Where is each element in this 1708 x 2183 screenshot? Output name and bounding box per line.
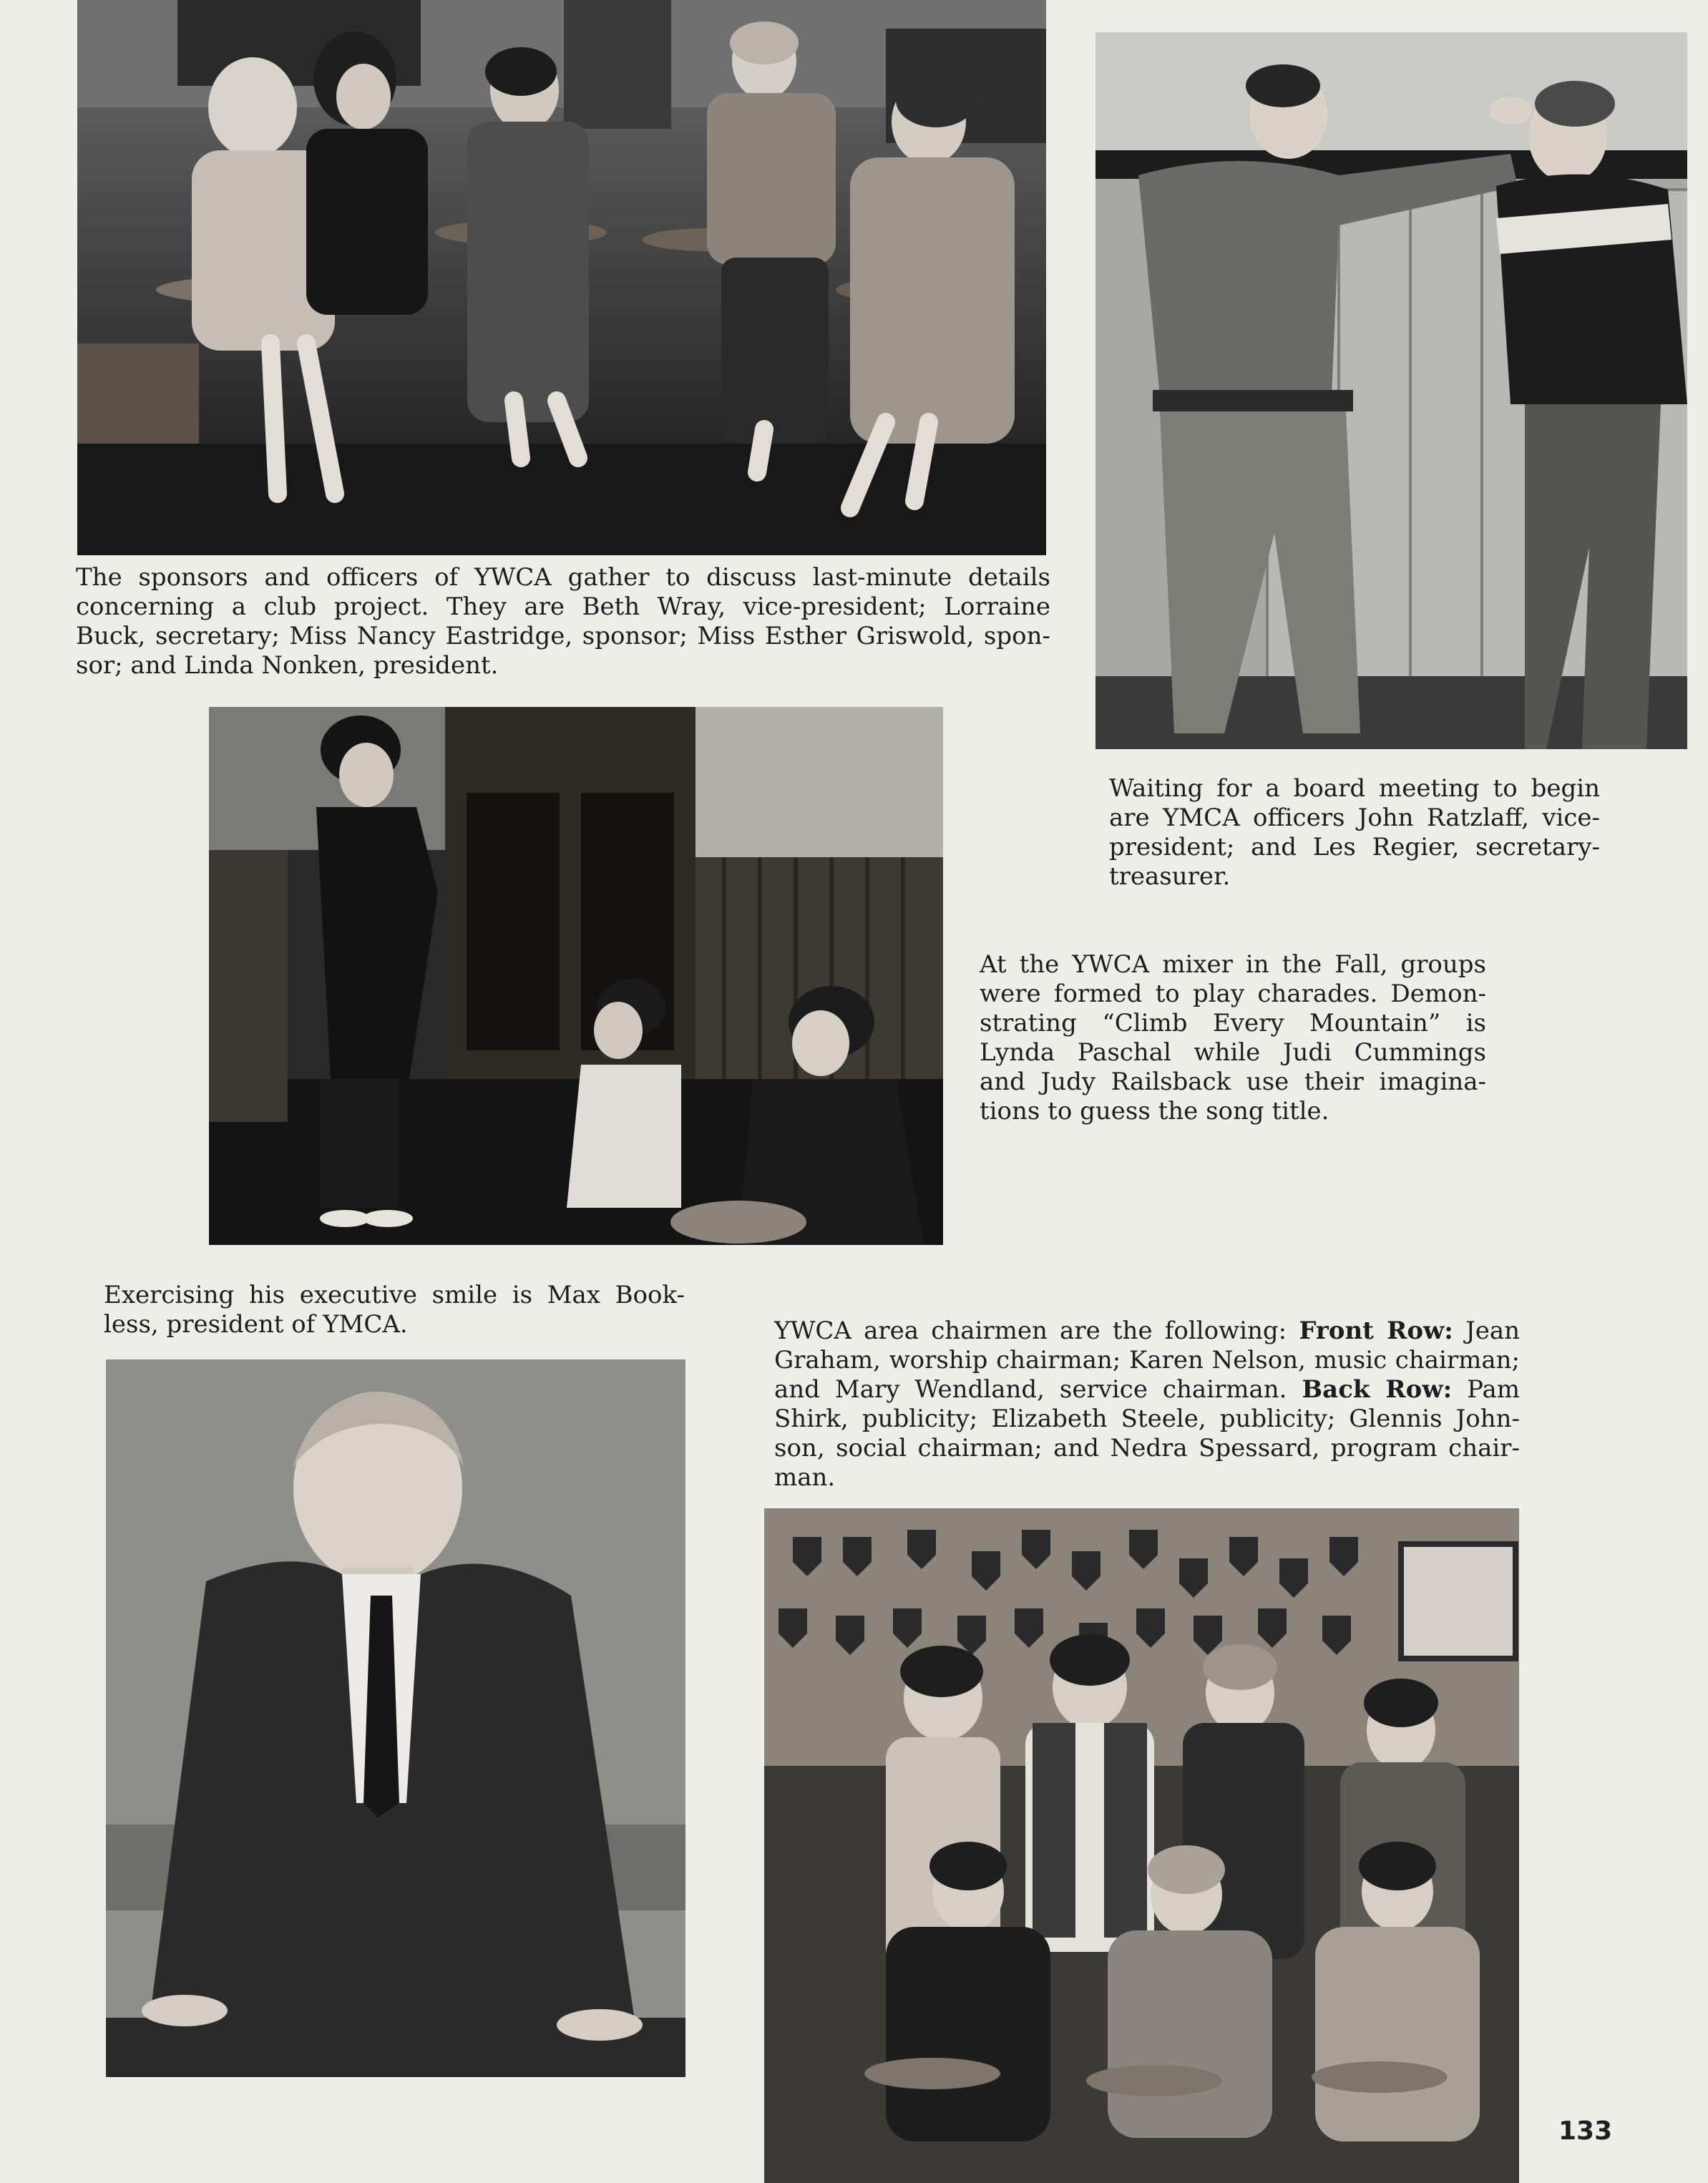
caption-line: concerning a club project. They are Beth Wray, vice-president; Lorraine (76, 592, 1050, 621)
ymca-officers-photo (1095, 32, 1687, 749)
caption-line: Lynda Paschal while Judi Cummings (980, 1038, 1486, 1067)
caption-line: tions to guess the song title. (980, 1097, 1329, 1125)
caption-line: are YMCA officers John Ratzlaff, vice- (1109, 804, 1600, 832)
caption-line: were formed to play charades. Demon- (980, 980, 1486, 1008)
front-row-label: Front Row: (1299, 1317, 1453, 1345)
caption-line: Exercising his executive smile is Max Book- (104, 1281, 685, 1309)
caption-line: man. (774, 1463, 836, 1492)
ymca-officers-caption (1109, 774, 1600, 892)
mixer-caption (980, 950, 1486, 1126)
caption-line: treasurer. (1109, 862, 1231, 891)
president-photo (106, 1359, 685, 2077)
caption-line: sor; and Linda Nonken, president. (76, 651, 499, 680)
chairmen-photo (764, 1508, 1519, 2183)
caption-line: The sponsors and officers of YWCA gather to discuss last-minute details (76, 563, 1050, 592)
caption-line: Graham, worship chairman; Karen Nelson, music chairman; (774, 1346, 1520, 1374)
ymca-officers-photo-art (1095, 32, 1687, 749)
page-number: 133 (1558, 2116, 1613, 2146)
caption-line: Shirk, publicity; Elizabeth Steele, publicity; Glennis John- (774, 1405, 1520, 1433)
caption-line: son, social chairman; and Nedra Spessard, program chair- (774, 1434, 1520, 1462)
mixer-photo (209, 707, 943, 1245)
sponsors-officers-photo (77, 0, 1046, 555)
caption-line: Buck, secretary; Miss Nancy Eastridge, sponsor; Miss Esther Griswold, spon- (76, 622, 1050, 650)
caption-text: YWCA area chairmen are the following: (774, 1317, 1299, 1345)
mixer-photo-art (209, 707, 943, 1245)
caption-line (774, 1375, 1520, 1405)
president-photo-art (106, 1359, 685, 2077)
back-row-label: Back Row: (1302, 1375, 1453, 1404)
caption-line: less, president of YMCA. (104, 1310, 408, 1339)
caption-text: and Mary Wendland, service chairman. (774, 1375, 1302, 1404)
caption-line: president; and Les Regier, secretary- (1109, 833, 1600, 861)
caption-line: Waiting for a board meeting to begin (1109, 774, 1600, 803)
president-caption (104, 1281, 685, 1339)
caption-line: strating “Climb Every Mountain” is (980, 1009, 1486, 1037)
chairmen-photo-art (764, 1508, 1519, 2183)
caption-text: Pam (1452, 1375, 1520, 1404)
sponsors-officers-caption (76, 563, 1050, 680)
caption-line (774, 1317, 1520, 1346)
sponsors-officers-photo-art (77, 0, 1046, 555)
caption-text: Jean (1453, 1317, 1520, 1345)
chairmen-caption (774, 1317, 1520, 1493)
caption-line: At the YWCA mixer in the Fall, groups (980, 950, 1486, 979)
caption-line: and Judy Railsback use their imagina- (980, 1068, 1486, 1096)
